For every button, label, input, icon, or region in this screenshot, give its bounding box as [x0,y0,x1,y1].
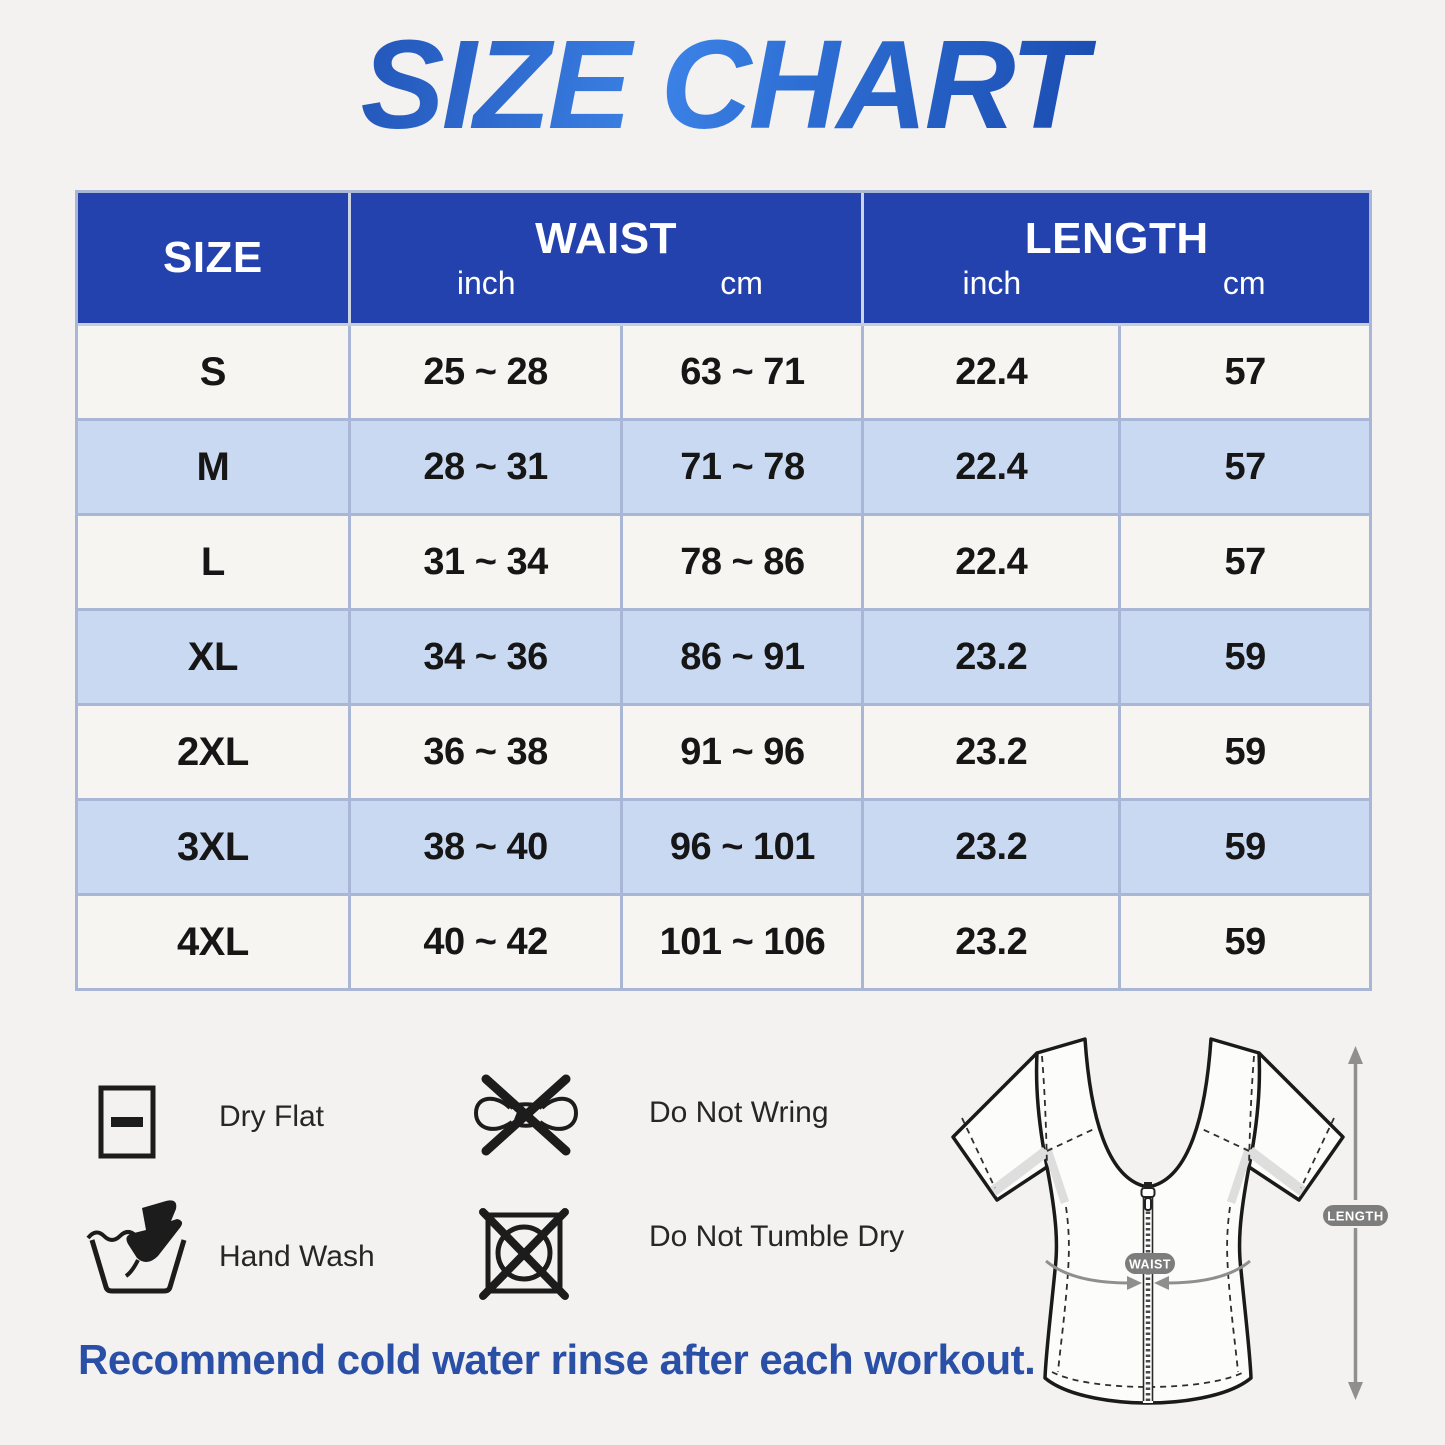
table-row [78,608,1369,703]
waist-cm-cell: 63 ~ 71 [620,326,861,418]
length-inch-cell: 23.2 [861,706,1118,798]
header-size-label: SIZE [162,233,263,282]
table-row [78,513,1369,608]
length-inch-cell: 23.2 [861,896,1118,988]
length-cm-cell: 57 [1118,516,1369,608]
waist-cm-cell: 71 ~ 78 [620,421,861,513]
zipper [1142,1182,1155,1403]
length-cm-label: cm [1222,265,1266,301]
waist-inch-cell: 34 ~ 36 [348,611,621,703]
waist-inch-cell: 25 ~ 28 [348,326,621,418]
length-inch-cell: 22.4 [861,421,1118,513]
size-cell: XL [187,634,238,679]
waist-cm-cell: 78 ~ 86 [620,516,861,608]
header-waist [348,193,862,323]
length-inch-cell: 22.4 [861,326,1118,418]
size-cell: 2XL [176,729,249,774]
waist-inch-label: inch [456,265,516,301]
table-row [78,893,1369,988]
length-inch-cell: 22.4 [861,516,1118,608]
table-row [78,798,1369,893]
waist-inch-cell: 28 ~ 31 [348,421,621,513]
size-cell: M [196,444,230,489]
table-row [78,418,1369,513]
waist-inch-cell: 31 ~ 34 [348,516,621,608]
length-cm-cell: 59 [1118,706,1369,798]
table-body [78,323,1369,988]
care-label-do-not-tumble-dry: Do Not Tumble Dry [649,1220,905,1253]
care-label-dry-flat: Dry Flat [219,1100,324,1133]
waist-inch-cell: 38 ~ 40 [348,801,621,893]
size-table [75,190,1372,991]
care-label-hand-wash: Hand Wash [219,1240,375,1273]
length-inch-label: inch [962,265,1022,301]
length-cm-cell: 57 [1118,326,1369,418]
length-cm-cell: 59 [1118,896,1369,988]
length-units [864,265,1369,301]
waist-cm-cell: 96 ~ 101 [620,801,861,893]
size-cell: 4XL [176,919,249,964]
waist-inch-cell: 40 ~ 42 [348,896,621,988]
table-row [78,703,1369,798]
waist-units [351,265,862,301]
table-header-row [78,193,1369,323]
header-size [78,193,348,323]
length-cm-cell: 59 [1118,801,1369,893]
page-title: SIZE CHART [0,12,1445,157]
waist-cm-cell: 91 ~ 96 [620,706,861,798]
dry-flat-icon [97,1084,157,1160]
length-pill [1323,1205,1388,1226]
length-inch-cell: 23.2 [861,611,1118,703]
do-not-wring-icon [470,1072,582,1158]
table-row [78,323,1369,418]
waist-cm-cell: 86 ~ 91 [620,611,861,703]
hand-wash-icon [86,1198,192,1296]
size-cell: L [200,539,225,584]
footer-note: Recommend cold water rinse after each workout. [78,1336,1036,1383]
header-waist-label: WAIST [535,214,677,263]
header-length [861,193,1369,323]
do-not-tumble-dry-icon [479,1206,569,1302]
waist-pill [1125,1253,1175,1274]
length-inch-cell: 23.2 [861,801,1118,893]
length-pill-label: LENGTH [1327,1208,1384,1224]
size-cell: S [199,349,226,394]
waist-cm-label: cm [720,265,763,301]
care-label-do-not-wring: Do Not Wring [649,1096,829,1129]
length-cm-cell: 59 [1118,611,1369,703]
waist-cm-cell: 101 ~ 106 [620,896,861,988]
waist-pill-label: WAIST [1128,1257,1172,1272]
header-length-label: LENGTH [1024,214,1209,263]
length-cm-cell: 57 [1118,421,1369,513]
size-cell: 3XL [176,824,249,869]
waist-inch-cell: 36 ~ 38 [348,706,621,798]
